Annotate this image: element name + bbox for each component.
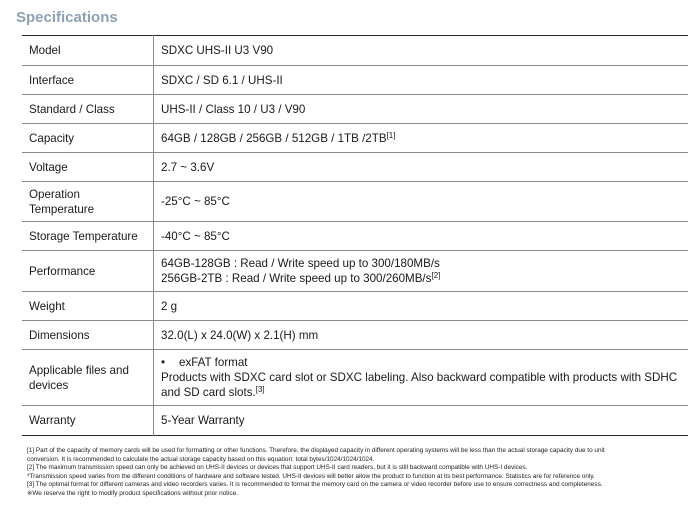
- table-row: [22, 251, 688, 292]
- row-value: [154, 124, 689, 153]
- page-title: Specifications: [16, 9, 118, 26]
- bullet-icon: •: [161, 356, 166, 369]
- table-row: [22, 321, 688, 350]
- performance-line: 64GB-128GB : Read / Write speed up to 300/180MB/s: [161, 257, 440, 270]
- label-line: Operation: [29, 187, 80, 201]
- table-row: [22, 124, 688, 153]
- row-label: Interface: [22, 66, 154, 95]
- label-line: Temperature: [29, 202, 95, 216]
- table-row: [22, 182, 688, 222]
- row-label: Storage Temperature: [22, 222, 154, 251]
- footnote-ref: [2]: [431, 271, 441, 280]
- footnote-ref: [3]: [255, 385, 265, 394]
- row-label: Capacity: [22, 124, 154, 153]
- row-value: 2 g: [154, 292, 689, 321]
- row-label: [22, 350, 154, 406]
- footnote-line: [2] The maximum transmission speed can only be achieved on UHS-II devices or devices that support UHS-II card readers, but it is still backward compatible with UHS-I devices.: [27, 464, 528, 471]
- row-label: Weight: [22, 292, 154, 321]
- table-row: [22, 66, 688, 95]
- footnote-line: *Transmission speed varies from the different conditions of hardware and software tested. UHS-II devices will better allow the product to function at its best performance. Statistics are for reference only.: [27, 472, 595, 480]
- row-label: Warranty: [22, 406, 154, 436]
- footnote-line: ※We reserve the right to modify product specifications without prior notice.: [27, 489, 238, 497]
- footnotes: [27, 447, 695, 498]
- table-row: [22, 36, 688, 66]
- row-value: 32.0(L) x 24.0(W) x 2.1(H) mm: [154, 321, 689, 350]
- footnote-line: [3] The optimal format for different cameras and video recorders varies. It is recommended to format the memory card on the camera or video recorder before use to ensure correctness and completeness.: [27, 481, 603, 488]
- row-label: Dimensions: [22, 321, 154, 350]
- label-line: Applicable files and: [29, 363, 129, 377]
- row-label: Performance: [22, 251, 154, 292]
- label-line: devices: [29, 378, 69, 392]
- row-label: Model: [29, 44, 61, 57]
- footnote-line: [1] Part of the capacity of memory cards will be used for formatting or other functions. Therefore, the displayed capacity in different operating systems will be less than the actual storage capacity due to unit: [27, 447, 605, 454]
- compat-line: Products with SDXC card slot or SDXC labeling. Also backward compatible with products with SDHC: [161, 371, 678, 384]
- row-label: Voltage: [22, 153, 154, 182]
- table-row: [22, 350, 688, 406]
- row-label: Standard / Class: [22, 95, 154, 124]
- table-row: [22, 292, 688, 321]
- row-value: 2.7 ~ 3.6V: [154, 153, 689, 182]
- row-value: 5-Year Warranty: [154, 406, 689, 436]
- row-value: SDXC UHS-II U3 V90: [154, 36, 689, 66]
- footnote-line: conversion. It is recommended to calculate the actual storage capacity based on this equation: total bytes/1024/1024/1024.: [27, 455, 375, 463]
- table-row: [22, 406, 688, 436]
- row-value: -25°C ~ 85°C: [154, 182, 689, 222]
- compat-line: and SD card slots.: [161, 386, 256, 399]
- row-label: [22, 182, 154, 222]
- table-row: [22, 95, 688, 124]
- row-value: -40°C ~ 85°C: [154, 222, 689, 251]
- table-row: [22, 222, 688, 251]
- row-value: UHS-II / Class 10 / U3 / V90: [154, 95, 689, 124]
- capacity-text: 64GB / 128GB / 256GB / 512GB / 1TB /2TB: [161, 131, 387, 145]
- performance-line: 256GB-2TB : Read / Write speed up to 300/260MB/s: [161, 272, 432, 285]
- row-value: SDXC / SD 6.1 / UHS-II: [154, 66, 689, 95]
- row-value: [154, 251, 689, 292]
- row-value: [154, 350, 689, 406]
- table-row: [22, 153, 688, 182]
- footnote-ref: [1]: [386, 130, 396, 140]
- bullet-text: exFAT format: [179, 356, 248, 369]
- specifications-table: [22, 35, 688, 436]
